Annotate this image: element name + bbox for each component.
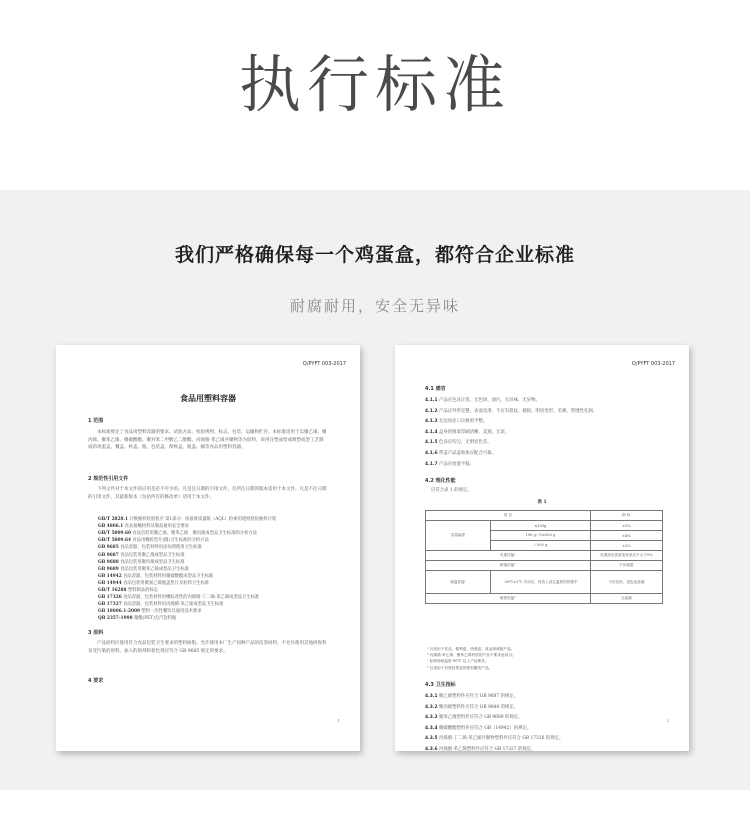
- table-cell: 耐热性能ᵈ: [426, 594, 591, 604]
- document-page-1: [56, 345, 360, 751]
- item-text: 丙烯腈-苯乙烯塑料件应符合 GB 17327 的规定。: [438, 747, 536, 751]
- list-item: [425, 746, 536, 751]
- header-area: [0, 0, 750, 190]
- item-code: GB/T 2828.1: [98, 517, 129, 522]
- section-heading: 4.3 卫生指标: [425, 682, 456, 688]
- item-text: 食品用橡胶垫片(圈)卫生标准的分析方法: [132, 538, 209, 544]
- item-text: 聚乙烯塑料件应符合 GB 9687 的规定。: [438, 694, 519, 699]
- item-text: 食品包装用聚苯乙烯成型品卫生标准: [120, 566, 189, 572]
- item-text: 食品接触材料及制品通用安全要求: [124, 524, 190, 530]
- table-cell: 耐温性能ᶜ: [426, 571, 491, 594]
- item-text: 带盖产品盖和体应配合可靠。: [438, 451, 497, 456]
- subheadline: 耐腐耐用，安全无异味: [289, 297, 460, 315]
- item-code: 4.1.3: [425, 419, 438, 425]
- item-text: 食品容器、包装材料用添加剂使用卫生标准: [120, 545, 202, 551]
- item-text: 食品包装用聚乙烯、聚苯乙烯、聚丙烯成型品卫生标准的分析方法: [132, 531, 257, 537]
- section-text: 下列文件对于本文件的应用是必不可少的。凡是注日期的引用文件，仅所注日期的版本适用于本文件。凡是不注日期的引用文件，其最新版本（包括所有的修改单）适用于本文件。: [88, 487, 327, 500]
- item-text: 聚酯(PET)无汽饮料瓶: [133, 616, 177, 622]
- table-cell: 100 g＜V≤500 g: [491, 531, 591, 541]
- section-text: 应符合表 1 的规定。: [431, 488, 472, 493]
- item-code: 4.3.3: [425, 715, 438, 721]
- item-code: 4.1.2: [425, 408, 438, 414]
- section-heading: 3 原料: [88, 630, 104, 636]
- list-item: [98, 580, 209, 587]
- table-cell: ±3%: [590, 541, 662, 551]
- item-text: 食品容器、包装材料用橡胶改性的丙烯腈-丁二烯-苯乙烯成型品卫生标准: [123, 595, 260, 601]
- item-code: QB 2357-1998: [98, 616, 133, 622]
- table-note: ᵈ 仅适用于有密封型盖的密封罐类产品。: [427, 665, 493, 670]
- item-text: 产品应外形完整，表面光滑，不应有裂纹、破损、明显变形、毛刺、穿透性孔洞。: [438, 408, 597, 414]
- table-note: ᵃ 仅适用于饮品、便利盒、快餐盒、食品调味瓶产品。: [427, 647, 515, 651]
- item-code: GB 17327: [98, 602, 122, 608]
- item-text: 产品应色泽正常，无色斑、油污、无异味、无异物。: [438, 398, 540, 403]
- item-text: 产品应放置平稳。: [438, 461, 475, 467]
- list-item: [425, 693, 518, 700]
- item-code: GB 9689: [98, 566, 119, 572]
- table-header-cell: 指 标: [590, 511, 662, 521]
- item-code: 4.3.5: [425, 736, 438, 742]
- standard-number: Q/PYFT 003-2017: [631, 361, 675, 367]
- item-code: GB 14944: [98, 580, 122, 586]
- item-text: 食品容器、包装材料用聚碳酸酯成型品卫生标准: [123, 573, 214, 579]
- clause-list: [395, 345, 689, 751]
- item-code: 4.3.6: [425, 747, 438, 751]
- table-header-cell: 项 目: [426, 511, 591, 521]
- section-text: 产品原料应使用符合食品包装卫生要求的塑料树脂。允许使用本厂生产同种产品的洁净回料，不允许使用其他回收料及受污染的原料。加入的助剂和着色剂应符合 GB 9685 规定的要求。: [88, 641, 327, 654]
- table-cell: 负重性能ᵃ: [426, 551, 591, 561]
- table-note: ᵇ 丙烯腈-苯乙烯、聚苯乙烯材质的产品不要求此项目。: [427, 653, 516, 658]
- list-item: [98, 552, 185, 559]
- table-cell: ≤100g: [491, 521, 591, 531]
- section-text: 本标准规定了食品用塑料容器的要求、试验方法、检验规则、标志、包装、运输和贮存。本标准适用于以聚乙烯、聚丙烯、聚苯乙烯、聚碳酸酯、聚对苯二甲酸乙二醇酯、丙烯腈-苯乙烯共聚物等为原料，采用注塑成型或吸塑成型工艺制成的鸡蛋盒、餐盒、杯盖、瓶、包装盒、保鲜盒、瓶盖、桶等食品用塑料容器。: [88, 430, 327, 450]
- list-item: [98, 523, 189, 530]
- item-text: 食品包装用聚乙烯成型品卫生标准: [120, 552, 185, 558]
- table-cell: ±4%: [590, 531, 662, 541]
- item-code: 4.3.2: [425, 704, 438, 710]
- table-note: ᶜ 标明有耐温度 80℃ 以上产品要求。: [427, 659, 489, 664]
- list-item: [98, 615, 176, 622]
- item-text: 聚苯乙烯塑料件应符合 GB 9689 的规定。: [438, 715, 523, 721]
- list-item: [98, 587, 158, 594]
- list-item: [98, 537, 209, 544]
- list-item: [425, 714, 523, 721]
- list-item: [425, 704, 518, 711]
- item-text: 聚碳酸酯塑料件应符合 GB（14942）的规定。: [438, 725, 532, 731]
- footer-strip: [0, 790, 750, 824]
- item-code: 4.1.1: [425, 398, 438, 403]
- standard-number: Q/PYFT 003-2017: [302, 361, 346, 367]
- item-text: 盒身的图案印刷清晰、美观、无误。: [438, 429, 510, 435]
- page-title: 执行标准: [238, 48, 511, 121]
- list-item: [98, 601, 223, 608]
- page-number: 1: [337, 718, 340, 723]
- item-code: 4.3.4: [425, 725, 438, 731]
- table-cell: -30℃±2℃ 冷冻后，再放入设定温度的烘箱中: [491, 571, 591, 594]
- section-heading: 2 规范性引用文件: [88, 476, 129, 482]
- table-caption: 表 1: [537, 500, 547, 505]
- section-heading: 4 要求: [88, 678, 104, 684]
- item-code: GB 9687: [98, 552, 119, 558]
- item-text: 塑料制品的标志: [127, 588, 158, 593]
- list-item: [425, 725, 531, 732]
- table-cell: 无渗漏: [590, 594, 662, 604]
- item-code: GB/T 5009.64: [98, 538, 131, 544]
- reference-list: [56, 345, 360, 751]
- item-code: GB 17326: [98, 595, 122, 601]
- table-cell: 不应破裂: [590, 561, 662, 571]
- document-title: 食品用塑料容器: [180, 394, 236, 403]
- item-text: 无边角连口应修剪平整。: [438, 419, 488, 425]
- item-code: 4.1.7: [425, 461, 438, 467]
- item-code: 4.3.1: [425, 694, 438, 699]
- list-item: [98, 566, 189, 573]
- headline: 我们严格确保每一个鸡蛋盒，都符合企业标准: [174, 244, 575, 266]
- item-code: GB 18006.1-2009: [98, 609, 140, 615]
- section-heading: 1 范围: [88, 418, 104, 424]
- list-item: [98, 544, 202, 551]
- item-code: 4.1.5: [425, 440, 438, 446]
- item-code: GB/T 5009.60: [98, 531, 131, 537]
- list-item: [98, 530, 257, 537]
- list-item: [425, 735, 563, 742]
- item-text: 食品容器、包装材料用丙烯腈-苯乙烯成型品卫生标准: [123, 602, 224, 608]
- item-code: GB/T 16288: [98, 588, 127, 593]
- item-code: 4.1.4: [425, 429, 438, 435]
- item-code: GB 9688: [98, 559, 119, 565]
- table-cell: 不应变形、变色及渗漏: [590, 571, 662, 594]
- list-item: [98, 594, 259, 601]
- document-page-2: [395, 345, 689, 751]
- item-code: GB 4806.1: [98, 524, 124, 530]
- item-text: 色泽应均匀，无明显色差。: [438, 440, 492, 446]
- list-item: [98, 516, 276, 523]
- item-text: 聚丙烯塑料件应符合 GB 9688 的规定。: [438, 704, 519, 710]
- item-code: GB 9685: [98, 545, 119, 551]
- item-text: 塑料一次性餐饮具通用技术要求: [141, 609, 202, 615]
- list-item: [98, 608, 202, 615]
- item-code: GB 14942: [98, 573, 122, 579]
- item-text: 食品包装用聚丙烯成型品卫生标准: [120, 559, 185, 565]
- list-item: [98, 559, 185, 566]
- section-heading: 4.1 感官: [425, 386, 446, 392]
- item-text: 计数抽样检验程序 第1部分：按接收质量限（AQL）检索的逐批检验抽样计划: [129, 517, 277, 522]
- table-cell: 容量偏差: [426, 521, 491, 551]
- list-item: [98, 573, 213, 580]
- table-cell: ±5%: [590, 521, 662, 531]
- page-number: 2: [666, 718, 669, 723]
- table-cell: 跌落性能ᵇ: [426, 561, 591, 571]
- table-cell: ＞500 g: [491, 541, 591, 551]
- table-cell: 负重前后高度变化率应不大于5%: [590, 551, 662, 561]
- section-heading: 4.2 理化性能: [425, 478, 456, 484]
- item-code: 4.1.6: [425, 451, 438, 456]
- item-text: 食品包装用聚氯乙烯瓶盖垫片及粒料卫生标准: [123, 580, 210, 586]
- item-text: 丙烯腈-丁二烯-苯乙烯共聚物塑料件应符合 GB 17326 的规定。: [438, 736, 564, 742]
